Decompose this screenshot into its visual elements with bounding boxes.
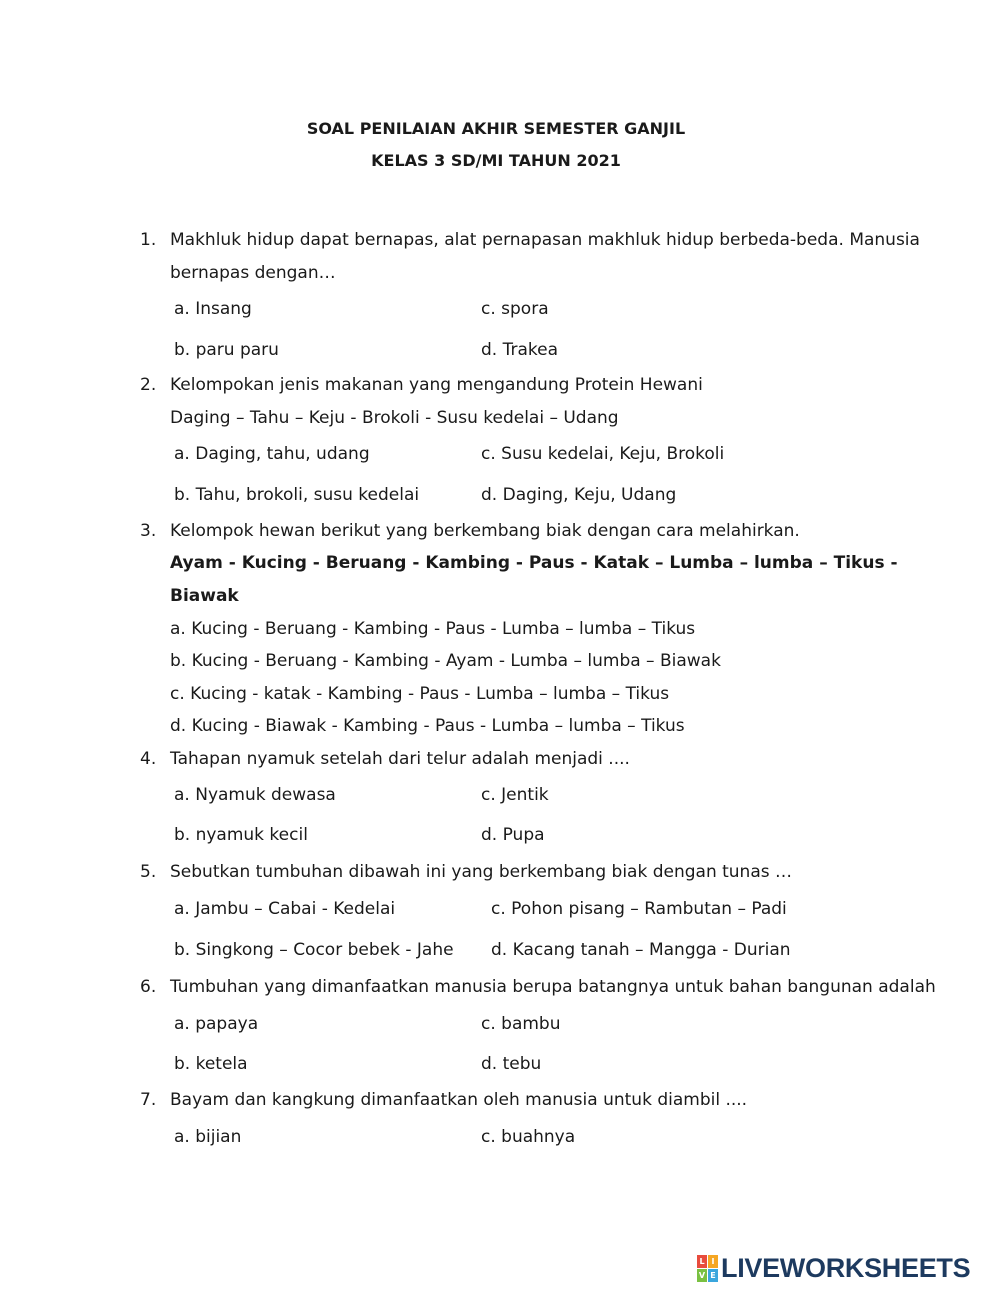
question-4-number: 4. xyxy=(140,749,157,769)
page-subtitle: KELAS 3 SD/MI TAHUN 2021 xyxy=(371,151,621,170)
question-1-text: Makhluk hidup dapat bernapas, alat pernapasan makhluk hidup berbeda-beda. Manusia xyxy=(170,230,920,250)
question-1-option-c[interactable]: c. spora xyxy=(481,299,549,319)
question-2-text-cont: Daging – Tahu – Keju - Brokoli - Susu kedelai – Udang xyxy=(170,408,619,428)
question-3-number: 3. xyxy=(140,521,157,541)
question-6-text: Tumbuhan yang dimanfaatkan manusia berupa batangnya untuk bahan bangunan adalah xyxy=(170,977,936,997)
question-3-animal-list-cont: Biawak xyxy=(170,586,239,606)
question-4-option-a[interactable]: a. Nyamuk dewasa xyxy=(174,785,336,805)
question-2-option-d[interactable]: d. Daging, Keju, Udang xyxy=(481,485,677,505)
question-5-number: 5. xyxy=(140,862,157,882)
question-1-option-a[interactable]: a. Insang xyxy=(174,299,252,319)
question-2-option-b[interactable]: b. Tahu, brokoli, susu kedelai xyxy=(174,485,420,505)
live-blocks-icon xyxy=(697,1255,718,1282)
question-5-text: Sebutkan tumbuhan dibawah ini yang berkembang biak dengan tunas … xyxy=(170,862,793,882)
live-block-i: I xyxy=(708,1255,718,1268)
question-5-option-b[interactable]: b. Singkong – Cocor bebek - Jahe xyxy=(174,940,454,960)
question-3-animal-list: Ayam - Kucing - Beruang - Kambing - Paus - Katak – Lumba – lumba – Tikus - xyxy=(170,553,898,573)
question-3-text: Kelompok hewan berikut yang berkembang biak dengan cara melahirkan. xyxy=(170,521,800,541)
question-7-number: 7. xyxy=(140,1090,157,1110)
question-6-number: 6. xyxy=(140,977,157,997)
question-6-option-a[interactable]: a. papaya xyxy=(174,1014,259,1034)
question-5-option-c[interactable]: c. Pohon pisang – Rambutan – Padi xyxy=(491,899,787,919)
question-4-text: Tahapan nyamuk setelah dari telur adalah menjadi .... xyxy=(170,749,630,769)
question-4-option-b[interactable]: b. nyamuk kecil xyxy=(174,825,308,845)
question-7-option-c[interactable]: c. buahnya xyxy=(481,1127,576,1147)
question-3-option-c[interactable]: c. Kucing - katak - Kambing - Paus - Lumba – lumba – Tikus xyxy=(170,684,670,704)
question-2-option-c[interactable]: c. Susu kedelai, Keju, Brokoli xyxy=(481,444,725,464)
question-7-text: Bayam dan kangkung dimanfaatkan oleh manusia untuk diambil .... xyxy=(170,1090,748,1110)
live-block-v: V xyxy=(698,1270,706,1280)
logo-wordmark: LIVEWORKSHEETS xyxy=(721,1252,971,1283)
question-1-number: 1. xyxy=(140,230,157,250)
question-3-option-a[interactable]: a. Kucing - Beruang - Kambing - Paus - Lumba – lumba – Tikus xyxy=(170,619,696,639)
question-6-option-d[interactable]: d. tebu xyxy=(481,1054,542,1074)
question-6-option-c[interactable]: c. bambu xyxy=(481,1014,561,1034)
question-5-option-a[interactable]: a. Jambu – Cabai - Kedelai xyxy=(174,899,396,919)
question-2-text: Kelompokan jenis makanan yang mengandung Protein Hewani xyxy=(170,375,703,395)
live-block-e: E xyxy=(708,1269,718,1282)
question-7-option-a[interactable]: a. bijian xyxy=(174,1127,242,1147)
question-1-option-b[interactable]: b. paru paru xyxy=(174,340,279,360)
question-3-option-b[interactable]: b. Kucing - Beruang - Kambing - Ayam - Lumba – lumba – Biawak xyxy=(170,651,721,671)
question-4-option-d[interactable]: d. Pupa xyxy=(481,825,545,845)
question-1-option-d[interactable]: d. Trakea xyxy=(481,340,559,360)
liveworksheets-logo xyxy=(697,1252,997,1284)
question-2-number: 2. xyxy=(140,375,157,395)
question-4-option-c[interactable]: c. Jentik xyxy=(481,785,549,805)
question-5-option-d[interactable]: d. Kacang tanah – Mangga - Durian xyxy=(491,940,791,960)
question-2-option-a[interactable]: a. Daging, tahu, udang xyxy=(174,444,370,464)
question-3-option-d[interactable]: d. Kucing - Biawak - Kambing - Paus - Lumba – lumba – Tikus xyxy=(170,716,685,736)
page-title: SOAL PENILAIAN AKHIR SEMESTER GANJIL xyxy=(306,119,686,138)
live-block-l: L xyxy=(697,1255,707,1268)
question-1-text-cont: bernapas dengan… xyxy=(170,263,336,283)
question-6-option-b[interactable]: b. ketela xyxy=(174,1054,248,1074)
